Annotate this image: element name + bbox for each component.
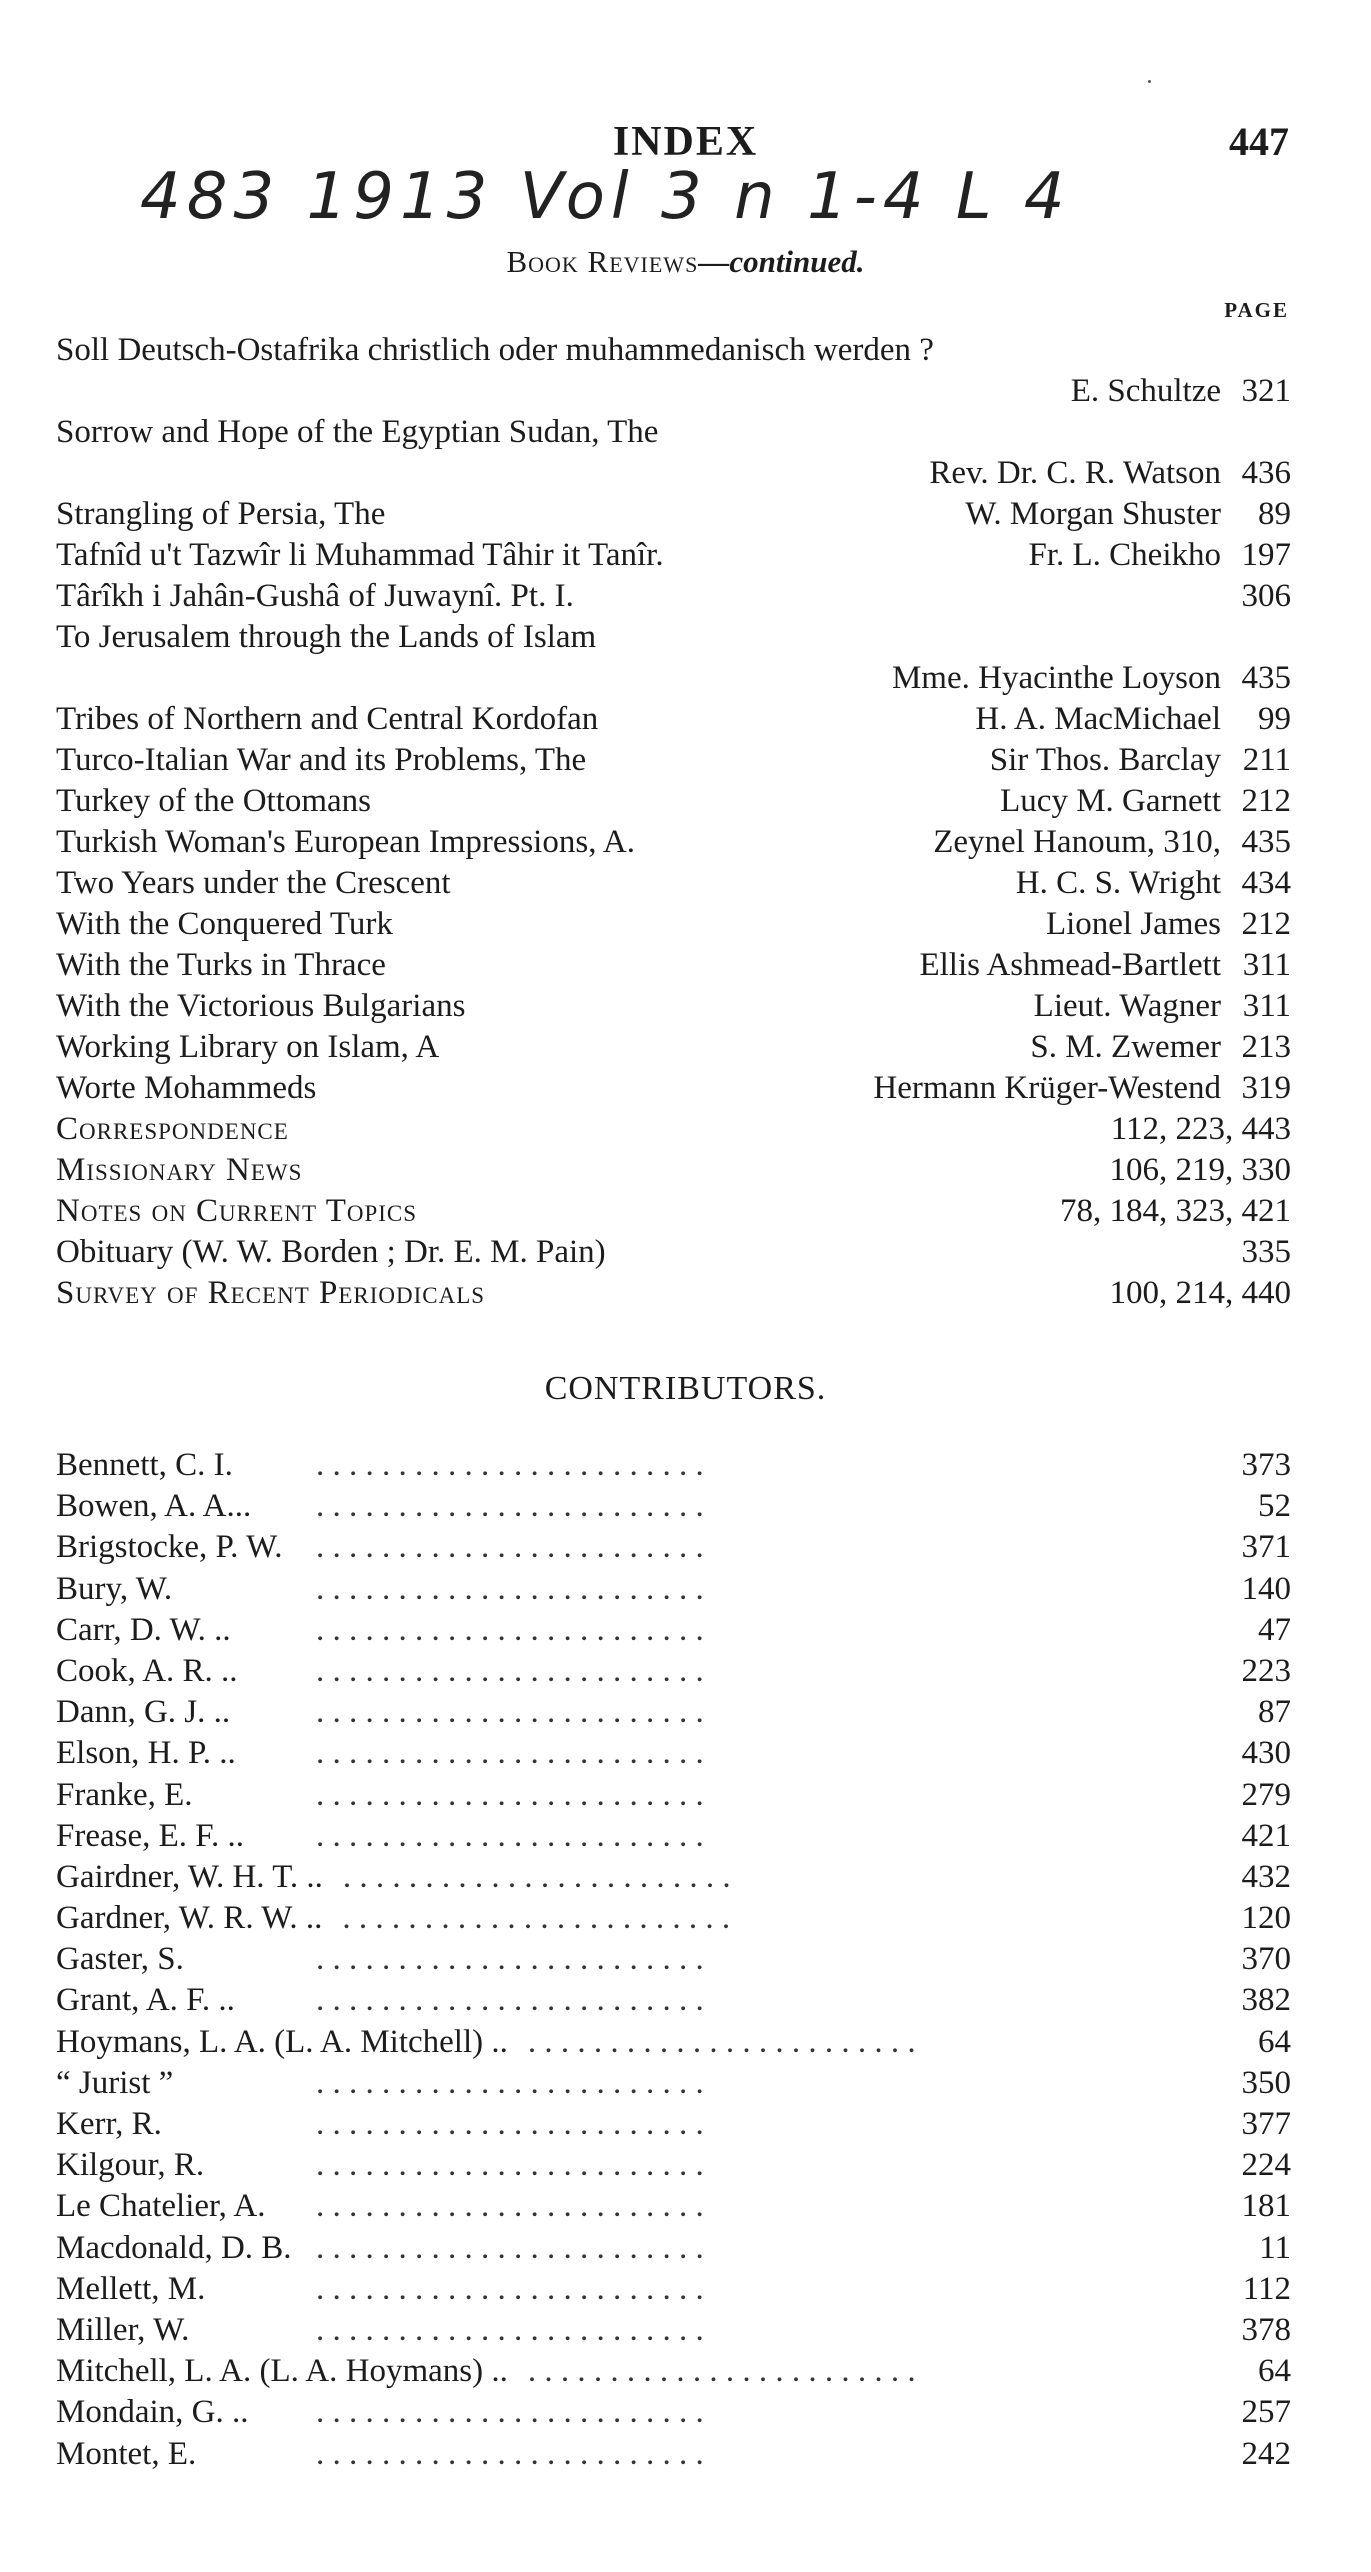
review-author-page [892, 658, 1291, 699]
review-author: Lieut. Wagner [1033, 988, 1221, 1024]
review-author: Fr. L. Cheikho [1028, 537, 1221, 573]
contributor-list [56, 1445, 1291, 2475]
review-author: Ellis Ashmead-Bartlett [919, 947, 1221, 983]
review-author-page [919, 945, 1291, 986]
review-author: W. Morgan Shuster [965, 496, 1221, 532]
review-title: With the Conquered Turk [56, 906, 393, 942]
contributor-name: “ Jurist ” [56, 2064, 174, 2101]
review-entry [56, 617, 1291, 658]
review-author-page [873, 1068, 1291, 1109]
review-title: To Jerusalem through the Lands of Islam [56, 619, 597, 655]
dot-leader: . . . . . . . . . . . . . . . . . . . . . . . . [316, 1570, 704, 1607]
contributor-name: Gardner, W. R. W. .. [56, 1900, 323, 1937]
section-heading-book-reviews [0, 244, 1371, 280]
contributor-entry [56, 1939, 1291, 1980]
contributor-name: Montet, E. [56, 2435, 197, 2472]
page-number: 447 [1229, 119, 1289, 164]
contributor-name: Carr, D. W. .. [56, 1611, 231, 1648]
contributor-entry [56, 1486, 1291, 1527]
section-heading-continued: —continued. [698, 244, 865, 279]
contributor-entry [56, 2434, 1291, 2475]
contributor-entry [56, 1775, 1291, 1816]
contributor-page: 257 [1241, 2394, 1291, 2431]
review-title: With the Turks in Thrace [56, 947, 386, 983]
review-page: 435 [1241, 660, 1291, 696]
paper-speck [1148, 80, 1151, 83]
review-author: Zeynel Hanoum, 310, [933, 824, 1221, 860]
dot-leader: . . . . . . . . . . . . . . . . . . . . . . . . [316, 2064, 704, 2101]
review-entry [56, 863, 1291, 904]
review-page: 434 [1241, 865, 1291, 901]
dot-leader: . . . . . . . . . . . . . . . . . . . . . . . . [316, 2188, 704, 2225]
section-title: Correspondence [56, 1111, 289, 1147]
review-page: 435 [1241, 824, 1291, 860]
contributor-name: Bennett, C. I. [56, 1447, 233, 1483]
dot-leader: . . . . . . . . . . . . . . . . . . . . . . . . [316, 2270, 704, 2307]
review-entry [56, 699, 1291, 740]
contributor-page: 64 [1258, 2353, 1291, 2390]
review-title: Soll Deutsch-Ostafrika christlich oder muhammedanisch werden ? [56, 332, 934, 368]
contributor-page: 432 [1241, 1858, 1291, 1895]
review-title: Worte Mohammeds [56, 1070, 317, 1106]
review-page: 212 [1241, 906, 1291, 942]
contributor-entry [56, 1651, 1291, 1692]
section-pages: 112, 223, 443 [1110, 1111, 1291, 1147]
contributor-page: 377 [1241, 2106, 1291, 2142]
review-author: S. M. Zwemer [1030, 1029, 1221, 1065]
contributor-name: Cook, A. R. .. [56, 1652, 238, 1689]
review-title: Sorrow and Hope of the Egyptian Sudan, The [56, 414, 659, 450]
review-entry [56, 986, 1291, 1027]
section-entry [56, 1150, 1291, 1191]
review-entry [56, 535, 1291, 576]
contributor-entry [56, 2310, 1291, 2351]
review-author-page [1000, 781, 1291, 822]
dot-leader: . . . . . . . . . . . . . . . . . . . . . . . . [316, 1817, 704, 1854]
contributor-name: Gaster, S. [56, 1941, 184, 1978]
review-entry [56, 1068, 1291, 1109]
review-author-page [1034, 986, 1291, 1027]
review-author-page [1030, 1027, 1291, 1068]
handwritten-annotation: 483 1913 Vol 3 n 1-4 L 4 [140, 160, 1071, 234]
review-author: Mme. Hyacinthe Loyson [891, 660, 1221, 696]
contributor-page: 279 [1241, 1776, 1291, 1813]
review-entry [56, 494, 1291, 535]
dot-leader: . . . . . . . . . . . . . . . . . . . . . . . . [316, 1529, 704, 1566]
section-pages: 100, 214, 440 [1109, 1275, 1291, 1311]
contributor-page: 430 [1241, 1735, 1291, 1772]
dot-leader: . . . . . . . . . . . . . . . . . . . . . . . . [316, 1941, 704, 1978]
contributor-entry [56, 1733, 1291, 1774]
dot-leader: . . . . . . . . . . . . . . . . . . . . . . . . [316, 2106, 704, 2142]
section-title: Survey of Recent Periodicals [56, 1275, 486, 1311]
section-pages: 335 [1241, 1234, 1291, 1270]
dot-leader: . . . . . . . . . . . . . . . . . . . . . . . . [316, 1652, 704, 1689]
running-title: INDEX [612, 119, 759, 165]
dot-leader: . . . . . . . . . . . . . . . . . . . . . . . . [342, 1858, 731, 1895]
review-author: Lucy M. Garnett [1000, 783, 1221, 819]
review-page: 311 [1242, 947, 1291, 983]
contributor-page: 223 [1241, 1652, 1291, 1689]
contributor-entry [56, 2063, 1291, 2104]
contributor-name: Mondain, G. .. [56, 2394, 249, 2431]
contributor-page: 112 [1242, 2270, 1291, 2307]
contributor-name: Grant, A. F. .. [56, 1982, 235, 2019]
section-pages: 106, 219, 330 [1109, 1152, 1291, 1188]
contributor-name: Brigstocke, P. W. [56, 1529, 283, 1566]
contributor-page: 421 [1241, 1817, 1291, 1854]
review-title: Turkish Woman's European Impressions, A. [56, 824, 635, 860]
contributor-page: 378 [1241, 2311, 1291, 2348]
contributor-page: 370 [1241, 1941, 1291, 1978]
contributors-heading: CONTRIBUTORS. [544, 1370, 827, 1407]
contributor-entry [56, 1898, 1291, 1939]
contributor-name: Franke, E. [56, 1776, 193, 1813]
dot-leader: . . . . . . . . . . . . . . . . . . . . . . . . [316, 2229, 704, 2266]
contributor-entry [56, 1816, 1291, 1857]
contributor-entry [56, 2145, 1291, 2186]
contributor-page: 52 [1258, 1488, 1291, 1525]
review-title: Two Years under the Crescent [56, 865, 451, 901]
contributor-name: Miller, W. [56, 2311, 190, 2348]
contributor-name: Macdonald, D. B. [56, 2229, 292, 2266]
contributor-name: Mitchell, L. A. (L. A. Hoymans) .. [56, 2353, 508, 2390]
dot-leader: . . . . . . . . . . . . . . . . . . . . . . . . [316, 1611, 704, 1648]
dot-leader: . . . . . . . . . . . . . . . . . . . . . . . . [316, 2147, 704, 2184]
dot-leader: . . . . . . . . . . . . . . . . . . . . . . . . [527, 2353, 916, 2390]
review-title: Turkey of the Ottomans [56, 783, 372, 819]
review-author-page [1071, 371, 1291, 412]
contributor-entry [56, 2392, 1291, 2433]
review-author-page [1028, 535, 1291, 576]
review-page: 213 [1241, 1029, 1291, 1065]
review-entry [56, 822, 1291, 863]
review-title: Turco-Italian War and its Problems, The [56, 742, 587, 778]
review-page: 211 [1242, 742, 1291, 778]
contributor-page: 87 [1258, 1694, 1291, 1731]
contributor-name: Gairdner, W. H. T. .. [56, 1858, 323, 1895]
section-heading-label: Book Reviews [506, 244, 699, 279]
contributor-name: Hoymans, L. A. (L. A. Mitchell) .. [56, 2023, 508, 2060]
dot-leader: . . . . . . . . . . . . . . . . . . . . . . . . [316, 1735, 704, 1772]
contributor-entry [56, 2022, 1291, 2063]
review-title: Strangling of Persia, The [56, 496, 386, 532]
review-entry [56, 330, 1291, 371]
review-author-page [929, 453, 1291, 494]
contributor-page: 371 [1241, 1529, 1291, 1566]
review-page: 306 [1241, 578, 1291, 614]
contributor-page: 47 [1258, 1611, 1291, 1648]
contributor-name: Dann, G. J. .. [56, 1694, 231, 1731]
review-entry [56, 904, 1291, 945]
section-entry [56, 1232, 1291, 1273]
review-entry [56, 453, 1291, 494]
section-title: Obituary (W. W. Borden ; Dr. E. M. Pain) [56, 1234, 606, 1270]
book-review-list [56, 330, 1291, 1314]
review-author-page [965, 494, 1291, 535]
review-author: H. C. S. Wright [1015, 865, 1221, 901]
review-entry [56, 658, 1291, 699]
review-author-page [1046, 904, 1291, 945]
contributor-entry [56, 1857, 1291, 1898]
contributor-entry [56, 1980, 1291, 2021]
page-column-label: PAGE [1224, 298, 1289, 322]
review-title: Working Library on Islam, A [56, 1029, 440, 1065]
contributor-entry [56, 1610, 1291, 1651]
contributor-entry [56, 1445, 1291, 1486]
review-author: Sir Thos. Barclay [989, 742, 1221, 778]
review-title: With the Victorious Bulgarians [56, 988, 466, 1024]
dot-leader: . . . . . . . . . . . . . . . . . . . . . . . . [316, 1447, 704, 1483]
dot-leader: . . . . . . . . . . . . . . . . . . . . . . . . [316, 2311, 704, 2348]
review-page: 436 [1241, 455, 1291, 491]
contributor-name: Kilgour, R. [56, 2147, 205, 2184]
review-title: Tafnîd u't Tazwîr li Muhammad Tâhir it Tanîr. [56, 537, 664, 573]
review-entry [56, 412, 1291, 453]
contributor-name: Le Chatelier, A. [56, 2188, 266, 2225]
contributor-entry [56, 1569, 1291, 1610]
review-entry [56, 945, 1291, 986]
section-title: Missionary News [56, 1152, 303, 1188]
review-page: 321 [1241, 373, 1291, 409]
dot-leader: . . . . . . . . . . . . . . . . . . . . . . . . [316, 1982, 704, 2019]
review-author-page [975, 699, 1291, 740]
review-author: Rev. Dr. C. R. Watson [929, 455, 1221, 491]
dot-leader: . . . . . . . . . . . . . . . . . . . . . . . . [316, 1694, 704, 1731]
review-page: 319 [1241, 1070, 1291, 1106]
review-entry [56, 740, 1291, 781]
dot-leader: . . . . . . . . . . . . . . . . . . . . . . . . [316, 2394, 704, 2431]
review-author-page [933, 822, 1291, 863]
review-page: 311 [1242, 988, 1291, 1024]
contributor-entry [56, 2351, 1291, 2392]
dot-leader: . . . . . . . . . . . . . . . . . . . . . . . . [342, 1900, 731, 1937]
section-pages: 78, 184, 323, 421 [1060, 1193, 1291, 1229]
contributor-page: 242 [1241, 2435, 1291, 2472]
contributor-page: 64 [1258, 2023, 1291, 2060]
dot-leader: . . . . . . . . . . . . . . . . . . . . . . . . [316, 1776, 704, 1813]
dot-leader: . . . . . . . . . . . . . . . . . . . . . . . . [316, 2435, 704, 2472]
section-entry [56, 1109, 1291, 1150]
review-author: Lionel James [1045, 906, 1221, 942]
review-title: Tribes of Northern and Central Kordofan [56, 701, 599, 737]
contributor-entry [56, 2186, 1291, 2227]
review-page: 99 [1258, 701, 1291, 737]
contributor-entry [56, 1527, 1291, 1568]
contributor-page: 224 [1241, 2147, 1291, 2184]
contributor-page: 140 [1241, 1570, 1291, 1607]
contributor-name: Kerr, R. [56, 2106, 162, 2142]
contributor-entry [56, 2228, 1291, 2269]
contributor-page: 181 [1241, 2188, 1291, 2225]
contributor-page: 382 [1241, 1982, 1291, 2019]
contributor-page: 350 [1241, 2064, 1291, 2101]
review-page: 89 [1258, 496, 1291, 532]
review-entry [56, 576, 1291, 617]
review-author-page [990, 740, 1291, 781]
contributor-page: 120 [1241, 1900, 1291, 1937]
review-entry [56, 1027, 1291, 1068]
contributor-name: Frease, E. F. .. [56, 1817, 244, 1854]
review-entry [56, 781, 1291, 822]
section-entry [56, 1273, 1291, 1314]
contributor-page: 11 [1259, 2229, 1291, 2266]
section-entry [56, 1191, 1291, 1232]
review-entry [56, 371, 1291, 412]
dot-leader: . . . . . . . . . . . . . . . . . . . . . . . . [527, 2023, 916, 2060]
review-title: Târîkh i Jahân-Gushâ of Juwaynî. Pt. I. [56, 578, 574, 614]
contributor-page: 373 [1241, 1447, 1291, 1483]
contributor-entry [56, 1692, 1291, 1733]
contributor-entry [56, 2269, 1291, 2310]
contributor-name: Mellett, M. [56, 2270, 206, 2307]
review-author: E. Schultze [1070, 373, 1221, 409]
review-author-page [1016, 863, 1291, 904]
review-page: 197 [1241, 537, 1291, 573]
contributor-name: Bury, W. [56, 1570, 173, 1607]
contributor-name: Elson, H. P. .. [56, 1735, 236, 1772]
review-page: 212 [1241, 783, 1291, 819]
review-author-page [1221, 576, 1291, 617]
section-title: Notes on Current Topics [56, 1193, 418, 1229]
review-author: Hermann Krüger-Westend [873, 1070, 1221, 1106]
contributor-entry [56, 2104, 1291, 2145]
dot-leader: . . . . . . . . . . . . . . . . . . . . . . . . [316, 1488, 704, 1525]
review-author: H. A. MacMichael [975, 701, 1221, 737]
contributor-name: Bowen, A. A... [56, 1488, 252, 1525]
